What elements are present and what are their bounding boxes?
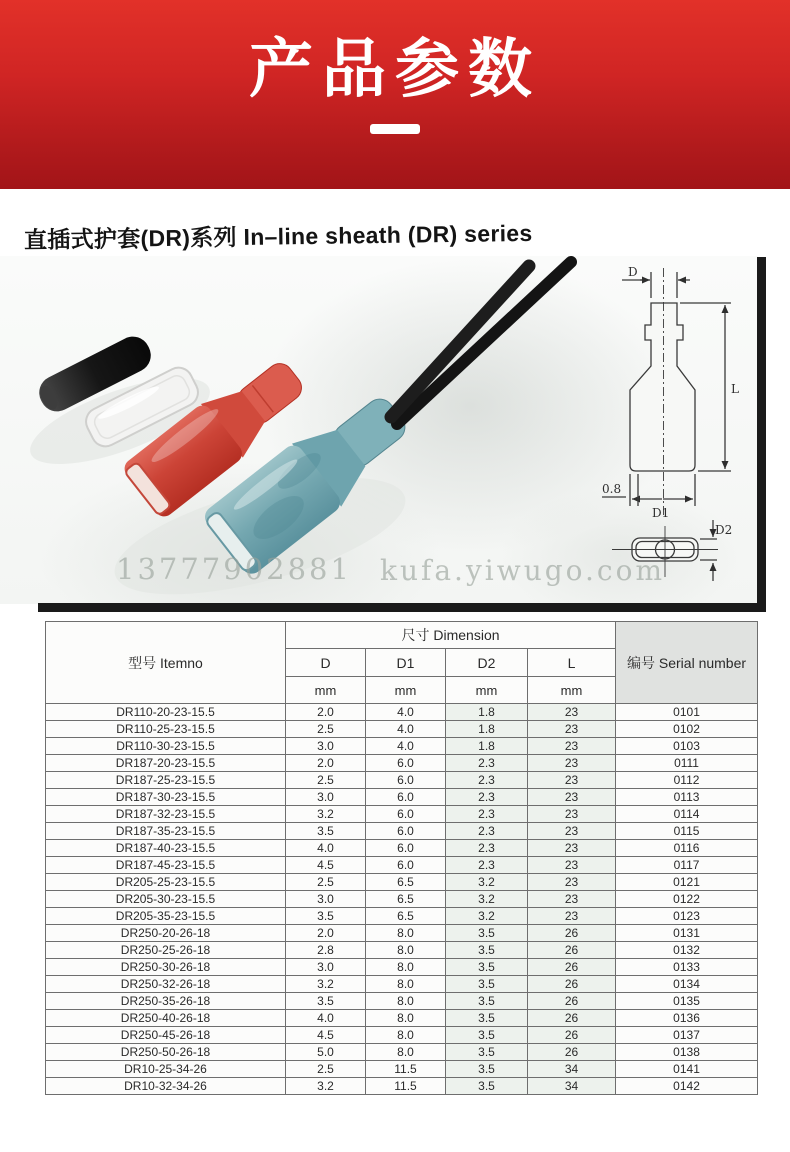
spec-table-body [46,704,758,1095]
serial-number: 0101 [616,704,758,721]
item-no: DR250-40-26-18 [46,1010,286,1027]
dim-d2: 2.3 [446,789,528,806]
dim-d1: 4.0 [366,738,446,755]
dim-l: 26 [528,1010,616,1027]
table-row [46,1078,758,1095]
table-row [46,1027,758,1044]
unit-l: mm [528,677,616,704]
dim-d2: 3.5 [446,959,528,976]
serial-number: 0141 [616,1061,758,1078]
dim-d: 2.8 [286,942,366,959]
dimension-diagram [600,260,762,592]
dim-d1: 6.0 [366,840,446,857]
item-no: DR250-32-26-18 [46,976,286,993]
dim-d: 2.5 [286,1061,366,1078]
table-row [46,840,758,857]
dim-d: 3.0 [286,959,366,976]
item-no: DR250-50-26-18 [46,1044,286,1061]
table-row [46,789,758,806]
dim-d: 4.5 [286,857,366,874]
header-itemno: 型号 Itemno [46,622,286,704]
dim-d1: 8.0 [366,942,446,959]
item-no: DR205-35-23-15.5 [46,908,286,925]
serial-number: 0132 [616,942,758,959]
wires [391,262,571,424]
table-row [46,942,758,959]
dim-d: 3.5 [286,823,366,840]
dim-d: 2.0 [286,704,366,721]
dim-d: 3.0 [286,789,366,806]
serial-number: 0133 [616,959,758,976]
dim-d: 2.0 [286,755,366,772]
unit-d2: mm [446,677,528,704]
dim-d: 5.0 [286,1044,366,1061]
dim-l: 26 [528,1027,616,1044]
serial-number: 0122 [616,891,758,908]
dim-d1: 6.5 [366,908,446,925]
dim-d2: 3.2 [446,874,528,891]
table-row [46,976,758,993]
dim-l: 26 [528,925,616,942]
dim-d: 2.5 [286,721,366,738]
item-no: DR187-30-23-15.5 [46,789,286,806]
dim-d1: 8.0 [366,993,446,1010]
dim-l: 26 [528,942,616,959]
table-row [46,755,758,772]
dim-label-wall: 0.8 [602,482,622,496]
header-d: D [286,649,366,677]
dim-d1: 6.0 [366,806,446,823]
dim-d2: 3.2 [446,891,528,908]
dim-l: 23 [528,857,616,874]
dim-d2: 1.8 [446,738,528,755]
dim-d2: 1.8 [446,721,528,738]
dim-d2: 2.3 [446,755,528,772]
dim-l: 26 [528,993,616,1010]
dim-d2: 2.3 [446,857,528,874]
dim-d: 2.0 [286,925,366,942]
dim-d2: 3.5 [446,1061,528,1078]
dim-d2: 3.5 [446,1027,528,1044]
dim-d2: 3.2 [446,908,528,925]
photo-frame-right [757,257,766,611]
watermark-site: kufa.yiwugo.com [380,554,666,587]
serial-number: 0114 [616,806,758,823]
dim-d: 3.5 [286,908,366,925]
item-no: DR205-30-23-15.5 [46,891,286,908]
section-title: 直插式护套(DR)系列 In–line sheath (DR) series [23,219,533,253]
table-row [46,925,758,942]
dim-d2: 3.5 [446,942,528,959]
dim-l: 23 [528,840,616,857]
header-d1: D1 [366,649,446,677]
dim-l: 26 [528,959,616,976]
dim-d2: 2.3 [446,772,528,789]
serial-number: 0137 [616,1027,758,1044]
dim-l: 23 [528,891,616,908]
dim-d2: 3.5 [446,925,528,942]
dim-l: 34 [528,1078,616,1095]
table-row [46,908,758,925]
item-no: DR250-20-26-18 [46,925,286,942]
serial-number: 0121 [616,874,758,891]
dim-d2: 2.3 [446,823,528,840]
header-d2: D2 [446,649,528,677]
dim-d: 4.0 [286,1010,366,1027]
sheath-outline [630,303,695,471]
dim-d2: 2.3 [446,806,528,823]
dim-l: 23 [528,874,616,891]
dim-d1: 8.0 [366,976,446,993]
serial-number: 0135 [616,993,758,1010]
dim-d: 4.5 [286,1027,366,1044]
dim-d1: 11.5 [366,1078,446,1095]
dim-label-l: L [731,382,739,396]
serial-number: 0115 [616,823,758,840]
table-row [46,857,758,874]
table-row [46,704,758,721]
dim-l: 34 [528,1061,616,1078]
item-no: DR250-30-26-18 [46,959,286,976]
dim-d: 3.5 [286,993,366,1010]
serial-number: 0117 [616,857,758,874]
dim-d: 3.2 [286,976,366,993]
dim-l: 26 [528,976,616,993]
dim-l: 23 [528,704,616,721]
photo-frame-bottom [38,603,766,612]
serial-number: 0116 [616,840,758,857]
item-no: DR187-45-23-15.5 [46,857,286,874]
serial-number: 0112 [616,772,758,789]
table-row [46,959,758,976]
dim-d2: 3.5 [446,1044,528,1061]
dim-l: 23 [528,823,616,840]
table-row [46,738,758,755]
item-no: DR110-25-23-15.5 [46,721,286,738]
dim-d1: 4.0 [366,721,446,738]
dim-d1: 8.0 [366,925,446,942]
item-no: DR250-35-26-18 [46,993,286,1010]
table-row [46,1010,758,1027]
dim-d2: 3.5 [446,1078,528,1095]
serial-number: 0111 [616,755,758,772]
serial-number: 0113 [616,789,758,806]
banner [0,0,790,189]
table-row [46,1044,758,1061]
serial-number: 0103 [616,738,758,755]
table-row [46,993,758,1010]
item-no: DR187-40-23-15.5 [46,840,286,857]
dim-d2: 3.5 [446,976,528,993]
serial-number: 0136 [616,1010,758,1027]
dim-l: 23 [528,806,616,823]
item-no: DR205-25-23-15.5 [46,874,286,891]
item-no: DR250-25-26-18 [46,942,286,959]
table-row [46,823,758,840]
dim-d: 2.5 [286,772,366,789]
dim-l: 26 [528,1044,616,1061]
dim-l: 23 [528,755,616,772]
dim-d1: 6.0 [366,789,446,806]
dim-d2: 3.5 [446,993,528,1010]
banner-dash [370,124,420,134]
serial-number: 0102 [616,721,758,738]
dim-d: 3.2 [286,1078,366,1095]
serial-number: 0123 [616,908,758,925]
dim-d2: 1.8 [446,704,528,721]
dim-label-d: D [628,265,638,279]
item-no: DR250-45-26-18 [46,1027,286,1044]
table-row [46,891,758,908]
dim-d: 4.0 [286,840,366,857]
item-no: DR187-35-23-15.5 [46,823,286,840]
dim-d1: 6.0 [366,823,446,840]
serial-number: 0142 [616,1078,758,1095]
table-row [46,806,758,823]
dim-d1: 11.5 [366,1061,446,1078]
header-serial: 编号 Serial number [616,622,758,704]
header-dimension: 尺寸 Dimension [286,622,616,649]
serial-number: 0131 [616,925,758,942]
serial-number: 0134 [616,976,758,993]
dim-label-d2: D2 [715,523,733,537]
dim-d1: 6.0 [366,772,446,789]
dim-label-d1: D1 [652,506,670,520]
dim-d1: 6.5 [366,874,446,891]
table-row [46,874,758,891]
dim-d: 3.0 [286,738,366,755]
table-row [46,1061,758,1078]
dim-d1: 8.0 [366,1027,446,1044]
dim-d2: 2.3 [446,840,528,857]
serial-number: 0138 [616,1044,758,1061]
spec-table [45,621,758,1095]
item-no: DR110-30-23-15.5 [46,738,286,755]
dim-l: 23 [528,738,616,755]
unit-d1: mm [366,677,446,704]
watermark-phone: 13777902881 [116,552,352,586]
item-no: DR187-20-23-15.5 [46,755,286,772]
dim-d: 3.2 [286,806,366,823]
dim-l: 23 [528,789,616,806]
dim-d1: 6.0 [366,857,446,874]
table-row [46,772,758,789]
unit-d: mm [286,677,366,704]
dim-l: 23 [528,908,616,925]
page-title: 产品参数 [249,33,541,105]
table-row [46,721,758,738]
dim-d1: 4.0 [366,704,446,721]
dim-d1: 6.0 [366,755,446,772]
item-no: DR10-32-34-26 [46,1078,286,1095]
dim-d: 2.5 [286,874,366,891]
dim-d1: 8.0 [366,959,446,976]
item-no: DR187-25-23-15.5 [46,772,286,789]
header-l: L [528,649,616,677]
dim-l: 23 [528,721,616,738]
item-no: DR187-32-23-15.5 [46,806,286,823]
dim-d: 3.0 [286,891,366,908]
dim-d1: 6.5 [366,891,446,908]
product-photo [0,256,758,604]
dim-d1: 8.0 [366,1010,446,1027]
item-no: DR10-25-34-26 [46,1061,286,1078]
dim-l: 23 [528,772,616,789]
item-no: DR110-20-23-15.5 [46,704,286,721]
dim-d1: 8.0 [366,1044,446,1061]
dim-d2: 3.5 [446,1010,528,1027]
